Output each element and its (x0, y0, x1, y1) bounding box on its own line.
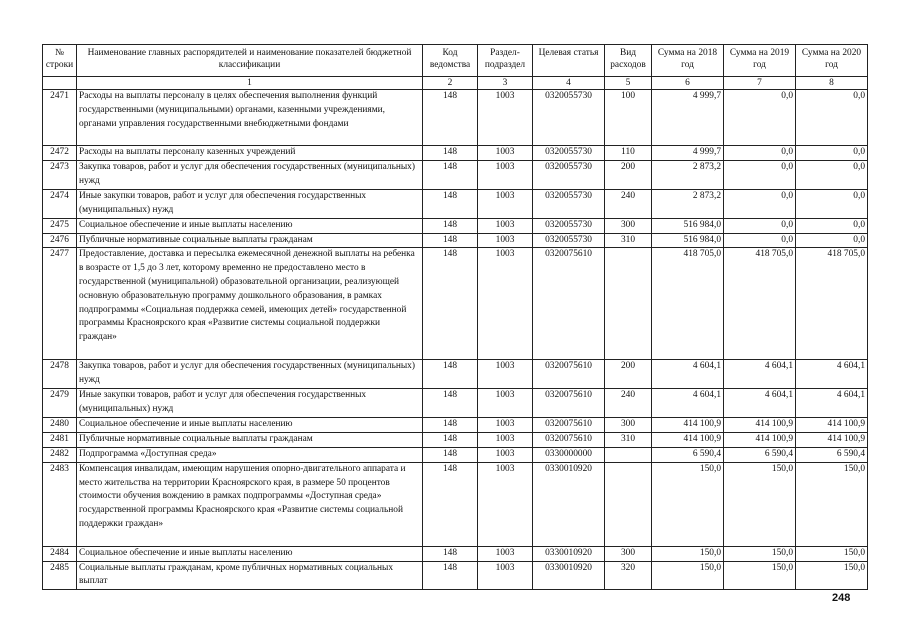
table-row (43, 389, 868, 418)
cell-name: Публичные нормативные социальные выплаты гражданам (77, 433, 423, 448)
table-row (43, 160, 868, 189)
cell-row-no: 2473 (43, 160, 77, 189)
cell-row-no: 2475 (43, 218, 77, 233)
cell-section: 1003 (478, 146, 533, 161)
cell-target-article: 0320075610 (533, 389, 605, 418)
cell-sum-2020: 4 604,1 (796, 389, 868, 418)
cell-name: Закупка товаров, работ и услуг для обеспечения государственных (муниципальных) нужд (77, 160, 423, 189)
cell-sum-2019: 414 100,9 (724, 418, 796, 433)
header-target-article: Целевая статья (533, 45, 605, 77)
cell-section: 1003 (478, 389, 533, 418)
column-number-row (43, 77, 868, 90)
cell-row-no: 2478 (43, 360, 77, 389)
budget-table (42, 44, 868, 590)
header-name: Наименование главных распорядителей и наименование показателей бюджетной классификации (77, 45, 423, 77)
cell-expense-type: 200 (605, 160, 652, 189)
cell-sum-2019: 0,0 (724, 160, 796, 189)
cell-sum-2018: 516 984,0 (652, 233, 724, 248)
table-row (43, 233, 868, 248)
header-sum-2018: Сумма на 2018 год (652, 45, 724, 77)
cell-department-code: 148 (423, 233, 478, 248)
table-row (43, 433, 868, 448)
cell-sum-2018: 516 984,0 (652, 218, 724, 233)
cell-sum-2019: 0,0 (724, 218, 796, 233)
cell-sum-2020: 0,0 (796, 146, 868, 161)
cell-row-no: 2474 (43, 189, 77, 218)
cell-row-no: 2484 (43, 546, 77, 561)
cell-sum-2018: 4 999,7 (652, 146, 724, 161)
cell-expense-type: 240 (605, 189, 652, 218)
cell-section: 1003 (478, 433, 533, 448)
cell-section: 1003 (478, 546, 533, 561)
column-number: 6 (652, 77, 724, 90)
column-number: 3 (478, 77, 533, 90)
cell-sum-2019: 4 604,1 (724, 389, 796, 418)
cell-sum-2020: 150,0 (796, 561, 868, 590)
cell-name: Иные закупки товаров, работ и услуг для обеспечения государственных (муниципальных) нужд (77, 389, 423, 418)
table-row (43, 561, 868, 590)
cell-section: 1003 (478, 160, 533, 189)
cell-sum-2020: 0,0 (796, 189, 868, 218)
cell-expense-type: 300 (605, 418, 652, 433)
cell-sum-2019: 0,0 (724, 233, 796, 248)
header-row-no: № строки (43, 45, 77, 77)
cell-department-code: 148 (423, 90, 478, 146)
cell-sum-2020: 418 705,0 (796, 248, 868, 360)
cell-sum-2019: 418 705,0 (724, 248, 796, 360)
cell-sum-2019: 150,0 (724, 561, 796, 590)
cell-sum-2018: 414 100,9 (652, 433, 724, 448)
cell-row-no: 2483 (43, 462, 77, 546)
table-row (43, 546, 868, 561)
cell-sum-2020: 0,0 (796, 233, 868, 248)
cell-sum-2019: 4 604,1 (724, 360, 796, 389)
page-number: 248 (832, 592, 851, 604)
cell-target-article: 0320075610 (533, 418, 605, 433)
header-department-code: Код ведомства (423, 45, 478, 77)
cell-row-no: 2476 (43, 233, 77, 248)
table-row (43, 462, 868, 546)
header-row (43, 45, 868, 77)
cell-name: Социальное обеспечение и иные выплаты населению (77, 546, 423, 561)
cell-sum-2020: 6 590,4 (796, 447, 868, 462)
cell-row-no: 2481 (43, 433, 77, 448)
cell-sum-2020: 0,0 (796, 218, 868, 233)
table-row (43, 418, 868, 433)
cell-expense-type: 310 (605, 433, 652, 448)
cell-target-article: 0320055730 (533, 189, 605, 218)
cell-sum-2018: 418 705,0 (652, 248, 724, 360)
cell-name: Расходы на выплаты персоналу в целях обеспечения выполнения функций государственными (муниципальными) органами, казенными учреждениями, органами управления государственными внебюджетными фондами (77, 90, 423, 146)
header-section: Раздел-подраздел (478, 45, 533, 77)
cell-name: Социальные выплаты гражданам, кроме публичных нормативных социальных выплат (77, 561, 423, 590)
cell-expense-type: 240 (605, 389, 652, 418)
cell-target-article: 0330000000 (533, 447, 605, 462)
cell-department-code: 148 (423, 447, 478, 462)
table-row (43, 146, 868, 161)
column-number: 4 (533, 77, 605, 90)
cell-target-article: 0320055730 (533, 218, 605, 233)
cell-name: Расходы на выплаты персоналу казенных учреждений (77, 146, 423, 161)
cell-section: 1003 (478, 447, 533, 462)
cell-section: 1003 (478, 90, 533, 146)
cell-sum-2018: 4 604,1 (652, 389, 724, 418)
cell-department-code: 148 (423, 160, 478, 189)
cell-expense-type: 100 (605, 90, 652, 146)
cell-sum-2019: 0,0 (724, 146, 796, 161)
cell-sum-2018: 2 873,2 (652, 189, 724, 218)
cell-department-code: 148 (423, 546, 478, 561)
cell-sum-2020: 414 100,9 (796, 418, 868, 433)
cell-section: 1003 (478, 561, 533, 590)
cell-sum-2018: 150,0 (652, 462, 724, 546)
cell-row-no: 2472 (43, 146, 77, 161)
cell-department-code: 148 (423, 248, 478, 360)
cell-department-code: 148 (423, 360, 478, 389)
cell-sum-2018: 4 999,7 (652, 90, 724, 146)
cell-department-code: 148 (423, 189, 478, 218)
cell-name: Иные закупки товаров, работ и услуг для обеспечения государственных (муниципальных) нужд (77, 189, 423, 218)
cell-sum-2020: 414 100,9 (796, 433, 868, 448)
cell-row-no: 2482 (43, 447, 77, 462)
cell-department-code: 148 (423, 418, 478, 433)
cell-sum-2018: 4 604,1 (652, 360, 724, 389)
column-number: 5 (605, 77, 652, 90)
cell-sum-2018: 150,0 (652, 546, 724, 561)
table-row (43, 189, 868, 218)
cell-sum-2019: 0,0 (724, 189, 796, 218)
cell-sum-2018: 6 590,4 (652, 447, 724, 462)
cell-target-article: 0320055730 (533, 146, 605, 161)
cell-name: Публичные нормативные социальные выплаты гражданам (77, 233, 423, 248)
cell-target-article: 0320055730 (533, 90, 605, 146)
cell-target-article: 0320055730 (533, 160, 605, 189)
cell-target-article: 0320075610 (533, 360, 605, 389)
cell-sum-2020: 150,0 (796, 546, 868, 561)
cell-expense-type: 300 (605, 218, 652, 233)
cell-expense-type (605, 248, 652, 360)
table-row (43, 447, 868, 462)
cell-expense-type: 110 (605, 146, 652, 161)
column-number: 2 (423, 77, 478, 90)
cell-department-code: 148 (423, 433, 478, 448)
cell-section: 1003 (478, 360, 533, 389)
cell-sum-2019: 6 590,4 (724, 447, 796, 462)
cell-sum-2019: 150,0 (724, 546, 796, 561)
cell-section: 1003 (478, 462, 533, 546)
column-number: 7 (724, 77, 796, 90)
cell-target-article: 0320055730 (533, 233, 605, 248)
cell-target-article: 0320075610 (533, 433, 605, 448)
cell-sum-2018: 2 873,2 (652, 160, 724, 189)
header-sum-2020: Сумма на 2020 год (796, 45, 868, 77)
cell-name: Подпрограмма «Доступная среда» (77, 447, 423, 462)
cell-department-code: 148 (423, 389, 478, 418)
cell-sum-2018: 150,0 (652, 561, 724, 590)
cell-target-article: 0330010920 (533, 561, 605, 590)
cell-department-code: 148 (423, 462, 478, 546)
header-expense-type: Вид расходов (605, 45, 652, 77)
cell-section: 1003 (478, 189, 533, 218)
cell-name: Компенсация инвалидам, имеющим нарушения опорно-двигательного аппарата и место жительства на территории Красноярского края, в размере 50 процентов стоимости обучения вождению в рамках подпрограммы «Доступная среда» государственной программы Красноярского края «Развитие системы социальной поддержки граждан» (77, 462, 423, 546)
table-row (43, 218, 868, 233)
cell-name: Предоставление, доставка и пересылка ежемесячной денежной выплаты на ребенка в возрасте от 1,5 до 3 лет, которому временно не предоставлено место в государственной (муниципальной) образовательной организации, реализующей основную образовательную программу дошкольного образования, в рамках подпрограммы «Социальная поддержка семей, имеющих детей» государственной программы Красноярского края «Развитие системы социальной поддержки граждан» (77, 248, 423, 360)
cell-sum-2019: 0,0 (724, 90, 796, 146)
cell-expense-type: 320 (605, 561, 652, 590)
cell-department-code: 148 (423, 218, 478, 233)
cell-section: 1003 (478, 233, 533, 248)
column-number: 8 (796, 77, 868, 90)
cell-section: 1003 (478, 218, 533, 233)
cell-department-code: 148 (423, 146, 478, 161)
cell-sum-2020: 0,0 (796, 160, 868, 189)
column-number: 1 (77, 77, 423, 90)
cell-section: 1003 (478, 418, 533, 433)
cell-row-no: 2471 (43, 90, 77, 146)
cell-section: 1003 (478, 248, 533, 360)
cell-sum-2019: 150,0 (724, 462, 796, 546)
cell-sum-2019: 414 100,9 (724, 433, 796, 448)
column-number-blank (43, 77, 77, 90)
cell-name: Закупка товаров, работ и услуг для обеспечения государственных (муниципальных) нужд (77, 360, 423, 389)
cell-expense-type: 310 (605, 233, 652, 248)
cell-sum-2018: 414 100,9 (652, 418, 724, 433)
cell-row-no: 2485 (43, 561, 77, 590)
table-body (43, 90, 868, 590)
cell-sum-2020: 150,0 (796, 462, 868, 546)
cell-sum-2020: 4 604,1 (796, 360, 868, 389)
cell-row-no: 2479 (43, 389, 77, 418)
cell-target-article: 0330010920 (533, 546, 605, 561)
cell-row-no: 2480 (43, 418, 77, 433)
cell-target-article: 0330010920 (533, 462, 605, 546)
table-row (43, 360, 868, 389)
table-row (43, 90, 868, 146)
cell-sum-2020: 0,0 (796, 90, 868, 146)
cell-name: Социальное обеспечение и иные выплаты населению (77, 418, 423, 433)
cell-expense-type (605, 462, 652, 546)
cell-name: Социальное обеспечение и иные выплаты населению (77, 218, 423, 233)
cell-expense-type (605, 447, 652, 462)
cell-department-code: 148 (423, 561, 478, 590)
header-sum-2019: Сумма на 2019 год (724, 45, 796, 77)
cell-expense-type: 200 (605, 360, 652, 389)
table-row (43, 248, 868, 360)
cell-expense-type: 300 (605, 546, 652, 561)
cell-row-no: 2477 (43, 248, 77, 360)
cell-target-article: 0320075610 (533, 248, 605, 360)
